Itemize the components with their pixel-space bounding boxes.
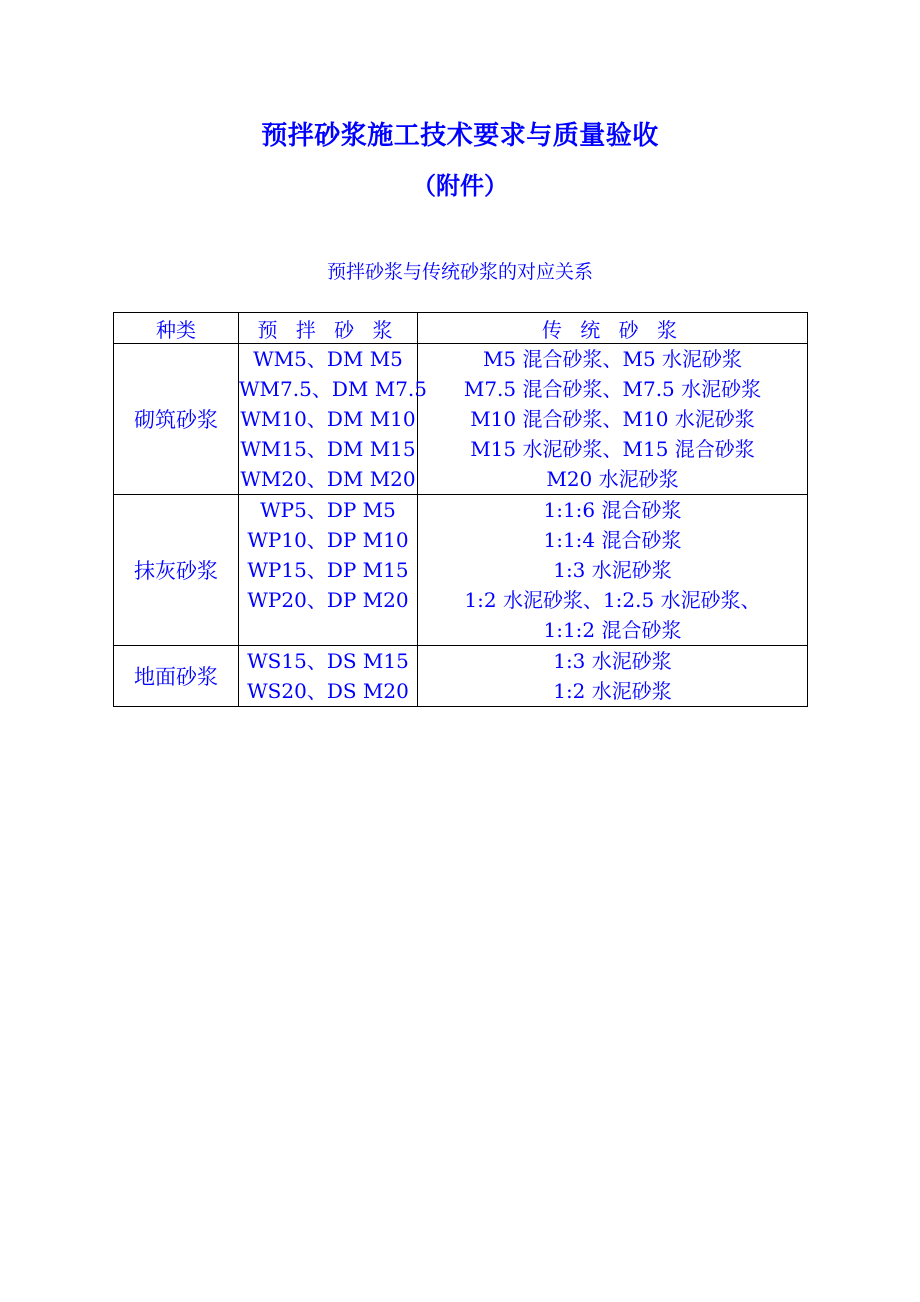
traditional-grade: M10 混合砂浆、M10 水泥砂浆 xyxy=(470,407,755,431)
premixed-grade: WP15、DP M15 xyxy=(247,558,409,582)
premixed-cell xyxy=(239,495,418,646)
document-title: 预拌砂浆施工技术要求与质量验收 xyxy=(261,121,659,151)
traditional-cell xyxy=(418,344,808,495)
premixed-grade: WM20、DM M20 xyxy=(240,467,416,491)
premixed-grade: WP10、DP M10 xyxy=(247,528,409,552)
traditional-grade: 1:2 水泥砂浆 xyxy=(553,679,672,703)
document-subtitle: （附件） xyxy=(412,171,508,200)
premixed-grade: WM7.5、DM M7.5 xyxy=(239,377,427,401)
table-row xyxy=(114,344,808,495)
header-traditional: 传 统 砂 浆 xyxy=(418,313,808,344)
traditional-grade: 1:1:4 混合砂浆 xyxy=(543,528,682,552)
traditional-grade: M5 混合砂浆、M5 水泥砂浆 xyxy=(482,347,743,371)
premixed-grade: WM5、DM M5 xyxy=(253,347,403,371)
premixed-grade: WM10、DM M10 xyxy=(240,407,416,431)
premixed-grade: WS15、DS M15 xyxy=(247,649,409,673)
traditional-grade: 1:3 水泥砂浆 xyxy=(553,649,672,673)
mortar-mapping-table xyxy=(113,312,808,707)
table-caption: 预拌砂浆与传统砂浆的对应关系 xyxy=(326,261,593,283)
table-row xyxy=(114,495,808,646)
traditional-grade: 1:2 水泥砂浆、1:2.5 水泥砂浆、 xyxy=(464,588,761,612)
premixed-cell xyxy=(239,344,427,495)
premixed-grade: WM15、DM M15 xyxy=(240,437,416,461)
table-row xyxy=(114,646,808,707)
traditional-cell xyxy=(418,646,808,707)
traditional-grade: M20 水泥砂浆 xyxy=(546,467,679,491)
category-cell: 抹灰砂浆 xyxy=(114,495,239,646)
traditional-grade: 1:3 水泥砂浆 xyxy=(553,558,672,582)
category-cell: 砌筑砂浆 xyxy=(114,344,239,495)
traditional-grade: M15 水泥砂浆、M15 混合砂浆 xyxy=(470,437,755,461)
table-header-row xyxy=(114,313,808,344)
traditional-grade: 1:1:2 混合砂浆 xyxy=(543,618,682,642)
premixed-grade: WS20、DS M20 xyxy=(247,679,409,703)
premixed-spacer xyxy=(239,615,417,645)
category-cell: 地面砂浆 xyxy=(114,646,239,707)
premixed-grade: WP20、DP M20 xyxy=(247,588,409,612)
traditional-grade: 1:1:6 混合砂浆 xyxy=(543,498,682,522)
header-premixed: 预 拌 砂 浆 xyxy=(239,313,418,344)
premixed-grade: WP5、DP M5 xyxy=(260,498,396,522)
traditional-grade: M7.5 混合砂浆、M7.5 水泥砂浆 xyxy=(463,377,762,401)
premixed-cell xyxy=(239,646,418,707)
header-category: 种类 xyxy=(114,313,239,344)
traditional-cell xyxy=(418,495,808,646)
